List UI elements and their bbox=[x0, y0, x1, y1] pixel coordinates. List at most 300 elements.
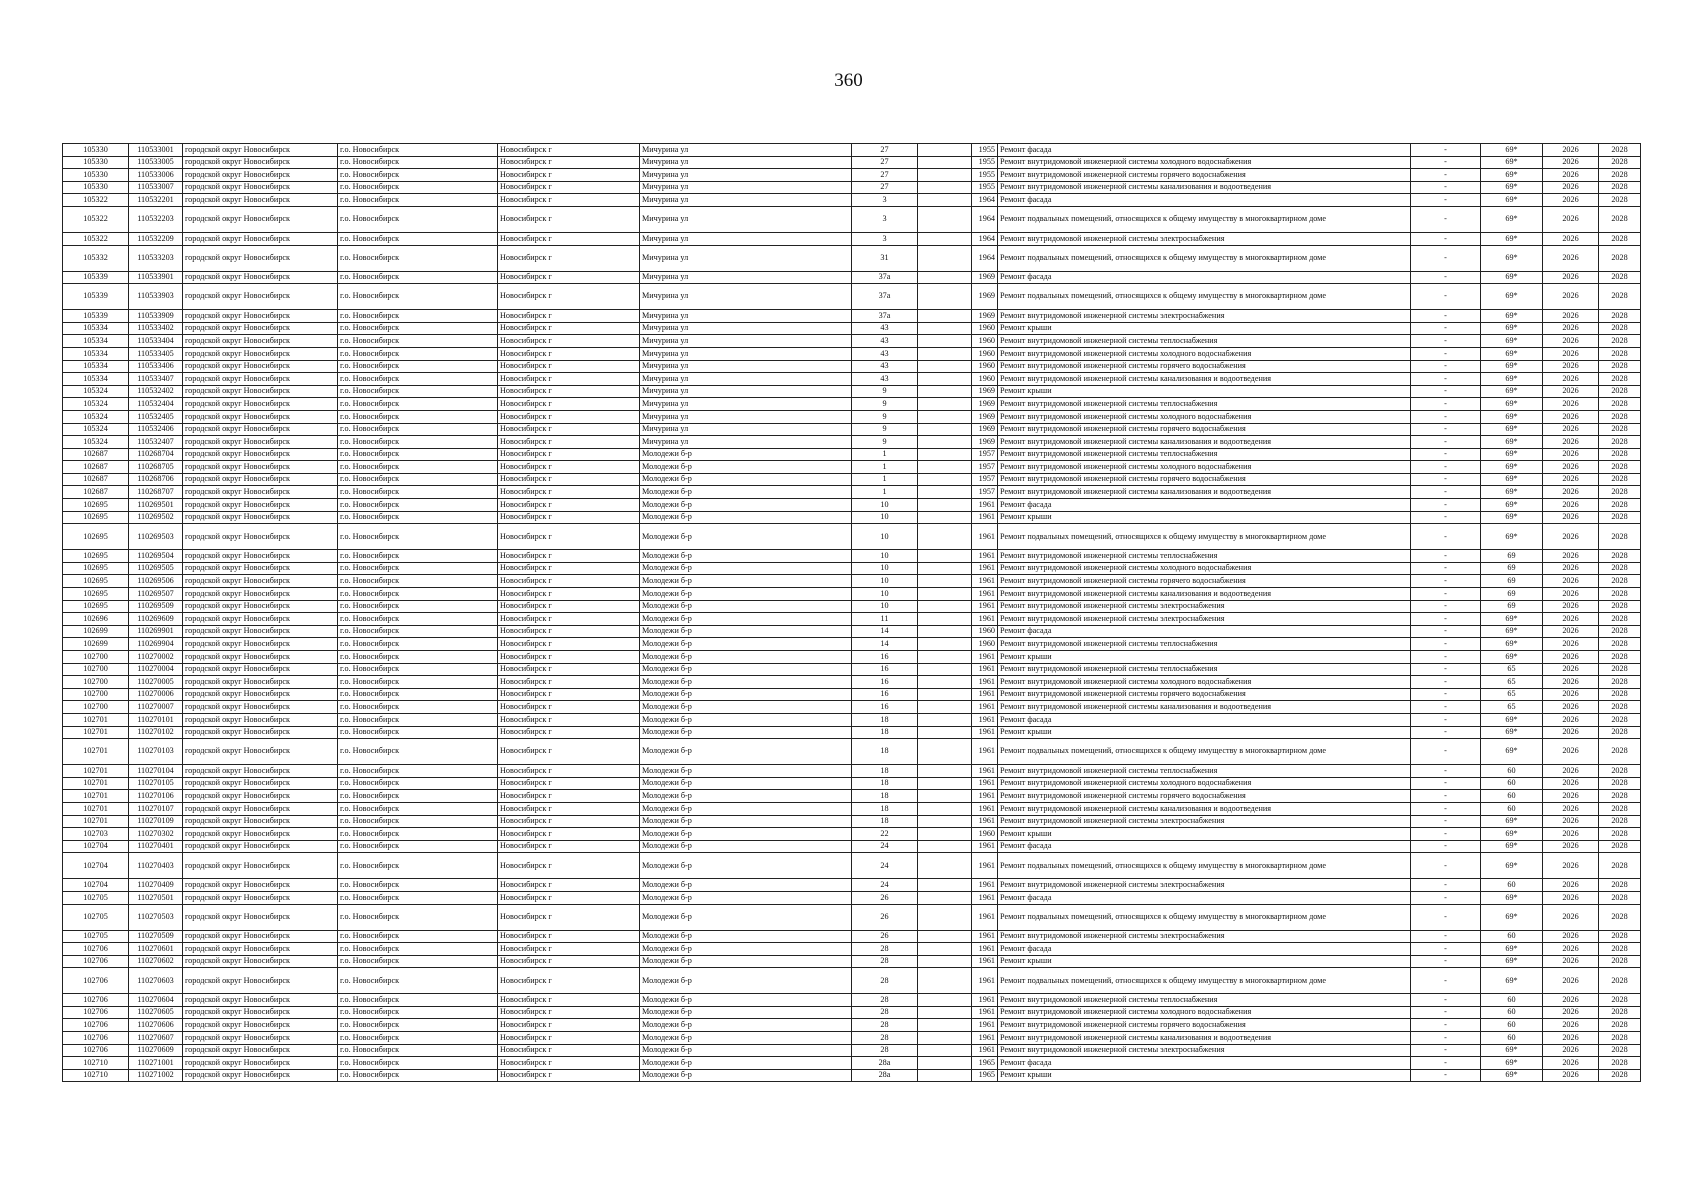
cell-work-type: Ремонт внутридомовой инженерной системы электроснабжения bbox=[998, 613, 1411, 626]
cell-dash: - bbox=[1411, 575, 1481, 588]
cell-street: Молодежи б-р bbox=[640, 550, 852, 563]
cell-work-type: Ремонт внутридомовой инженерной системы канализования и водоотведения bbox=[998, 802, 1411, 815]
cell-municipality: городской округ Новосибирск bbox=[183, 461, 338, 474]
cell-year-from: 2026 bbox=[1543, 448, 1599, 461]
cell-building bbox=[918, 206, 972, 232]
cell-house-id: 102701 bbox=[63, 739, 129, 765]
cell-building bbox=[918, 398, 972, 411]
cell-house-number: 37а bbox=[852, 284, 918, 310]
cell-house-number: 28 bbox=[852, 955, 918, 968]
cell-house-number: 28 bbox=[852, 943, 918, 956]
cell-settlement: г.о. Новосибирск bbox=[338, 994, 498, 1007]
cell-value: 69* bbox=[1481, 739, 1543, 765]
cell-house-number: 14 bbox=[852, 625, 918, 638]
cell-municipality: городской округ Новосибирск bbox=[183, 385, 338, 398]
cell-street: Мичурина ул bbox=[640, 385, 852, 398]
cell-building bbox=[918, 765, 972, 778]
cell-value: 69* bbox=[1481, 651, 1543, 664]
cell-year-from: 2026 bbox=[1543, 423, 1599, 436]
cell-municipality: городской округ Новосибирск bbox=[183, 994, 338, 1007]
cell-value: 69 bbox=[1481, 600, 1543, 613]
cell-building bbox=[918, 777, 972, 790]
cell-house-number: 16 bbox=[852, 688, 918, 701]
table-row bbox=[63, 815, 1641, 828]
cell-value: 69* bbox=[1481, 613, 1543, 626]
cell-house-number: 10 bbox=[852, 499, 918, 512]
cell-year: 1961 bbox=[972, 663, 998, 676]
cell-value: 69* bbox=[1481, 284, 1543, 310]
cell-settlement: г.о. Новосибирск bbox=[338, 840, 498, 853]
cell-city: Новосибирск г bbox=[498, 726, 640, 739]
cell-value: 69 bbox=[1481, 588, 1543, 601]
table-row bbox=[63, 790, 1641, 803]
cell-city: Новосибирск г bbox=[498, 638, 640, 651]
cell-element-id: 110270609 bbox=[129, 1044, 183, 1057]
cell-street: Молодежи б-р bbox=[640, 955, 852, 968]
cell-year-to: 2028 bbox=[1599, 206, 1641, 232]
cell-house-number: 16 bbox=[852, 676, 918, 689]
cell-year-from: 2026 bbox=[1543, 828, 1599, 841]
cell-work-type: Ремонт крыши bbox=[998, 385, 1411, 398]
cell-dash: - bbox=[1411, 1069, 1481, 1082]
cell-year-from: 2026 bbox=[1543, 904, 1599, 930]
cell-value: 69* bbox=[1481, 891, 1543, 904]
cell-city: Новосибирск г bbox=[498, 994, 640, 1007]
cell-municipality: городской округ Новосибирск bbox=[183, 284, 338, 310]
cell-year: 1969 bbox=[972, 398, 998, 411]
cell-year-to: 2028 bbox=[1599, 410, 1641, 423]
cell-building bbox=[918, 245, 972, 271]
cell-settlement: г.о. Новосибирск bbox=[338, 461, 498, 474]
cell-street: Мичурина ул bbox=[640, 398, 852, 411]
cell-value: 69* bbox=[1481, 524, 1543, 550]
cell-municipality: городской округ Новосибирск bbox=[183, 156, 338, 169]
cell-building bbox=[918, 1057, 972, 1070]
cell-value: 69* bbox=[1481, 410, 1543, 423]
table-body bbox=[63, 144, 1641, 1082]
cell-house-id: 102695 bbox=[63, 562, 129, 575]
cell-building bbox=[918, 600, 972, 613]
page-number: 360 bbox=[834, 70, 863, 91]
cell-work-type: Ремонт внутридомовой инженерной системы холодного водоснабжения bbox=[998, 562, 1411, 575]
cell-year-to: 2028 bbox=[1599, 373, 1641, 386]
cell-value: 69* bbox=[1481, 206, 1543, 232]
cell-work-type: Ремонт подвальных помещений, относящихся к общему имуществу в многоквартирном доме bbox=[998, 739, 1411, 765]
cell-value: 69 bbox=[1481, 550, 1543, 563]
cell-building bbox=[918, 676, 972, 689]
cell-municipality: городской округ Новосибирск bbox=[183, 713, 338, 726]
cell-settlement: г.о. Новосибирск bbox=[338, 676, 498, 689]
cell-settlement: г.о. Новосибирск bbox=[338, 310, 498, 323]
cell-year-from: 2026 bbox=[1543, 726, 1599, 739]
cell-dash: - bbox=[1411, 777, 1481, 790]
cell-house-id: 105322 bbox=[63, 232, 129, 245]
cell-year-to: 2028 bbox=[1599, 713, 1641, 726]
cell-city: Новосибирск г bbox=[498, 879, 640, 892]
cell-year-to: 2028 bbox=[1599, 1019, 1641, 1032]
cell-house-number: 24 bbox=[852, 879, 918, 892]
cell-year: 1957 bbox=[972, 461, 998, 474]
cell-work-type: Ремонт внутридомовой инженерной системы холодного водоснабжения bbox=[998, 461, 1411, 474]
cell-settlement: г.о. Новосибирск bbox=[338, 562, 498, 575]
cell-year-from: 2026 bbox=[1543, 410, 1599, 423]
cell-building bbox=[918, 144, 972, 157]
cell-house-number: 9 bbox=[852, 385, 918, 398]
cell-element-id: 110532405 bbox=[129, 410, 183, 423]
cell-street: Молодежи б-р bbox=[640, 840, 852, 853]
cell-city: Новосибирск г bbox=[498, 194, 640, 207]
cell-year-to: 2028 bbox=[1599, 550, 1641, 563]
cell-house-id: 102705 bbox=[63, 891, 129, 904]
cell-city: Новосибирск г bbox=[498, 271, 640, 284]
cell-house-id: 105334 bbox=[63, 335, 129, 348]
cell-house-id: 102687 bbox=[63, 461, 129, 474]
cell-dash: - bbox=[1411, 651, 1481, 664]
cell-element-id: 110533901 bbox=[129, 271, 183, 284]
cell-value: 69* bbox=[1481, 625, 1543, 638]
cell-value: 69 bbox=[1481, 575, 1543, 588]
cell-city: Новосибирск г bbox=[498, 169, 640, 182]
cell-house-number: 3 bbox=[852, 232, 918, 245]
cell-dash: - bbox=[1411, 726, 1481, 739]
cell-house-number: 9 bbox=[852, 398, 918, 411]
cell-city: Новосибирск г bbox=[498, 410, 640, 423]
cell-house-id: 102706 bbox=[63, 994, 129, 1007]
cell-street: Молодежи б-р bbox=[640, 676, 852, 689]
cell-element-id: 110533006 bbox=[129, 169, 183, 182]
cell-year: 1961 bbox=[972, 765, 998, 778]
cell-dash: - bbox=[1411, 891, 1481, 904]
cell-element-id: 110533203 bbox=[129, 245, 183, 271]
cell-municipality: городской округ Новосибирск bbox=[183, 448, 338, 461]
cell-house-number: 1 bbox=[852, 448, 918, 461]
cell-year-to: 2028 bbox=[1599, 575, 1641, 588]
cell-settlement: г.о. Новосибирск bbox=[338, 701, 498, 714]
cell-year-from: 2026 bbox=[1543, 613, 1599, 626]
cell-municipality: городской округ Новосибирск bbox=[183, 790, 338, 803]
cell-dash: - bbox=[1411, 600, 1481, 613]
cell-house-id: 102700 bbox=[63, 701, 129, 714]
cell-street: Молодежи б-р bbox=[640, 1057, 852, 1070]
cell-year-to: 2028 bbox=[1599, 169, 1641, 182]
cell-building bbox=[918, 651, 972, 664]
table-row bbox=[63, 739, 1641, 765]
cell-house-number: 10 bbox=[852, 511, 918, 524]
cell-dash: - bbox=[1411, 1019, 1481, 1032]
cell-street: Молодежи б-р bbox=[640, 765, 852, 778]
cell-city: Новосибирск г bbox=[498, 588, 640, 601]
cell-work-type: Ремонт внутридомовой инженерной системы канализования и водоотведения bbox=[998, 701, 1411, 714]
cell-house-id: 102710 bbox=[63, 1069, 129, 1082]
cell-city: Новосибирск г bbox=[498, 777, 640, 790]
cell-building bbox=[918, 524, 972, 550]
cell-street: Молодежи б-р bbox=[640, 651, 852, 664]
cell-dash: - bbox=[1411, 156, 1481, 169]
cell-city: Новосибирск г bbox=[498, 853, 640, 879]
table-row bbox=[63, 701, 1641, 714]
cell-city: Новосибирск г bbox=[498, 144, 640, 157]
cell-year: 1961 bbox=[972, 904, 998, 930]
cell-value: 69* bbox=[1481, 448, 1543, 461]
cell-city: Новосибирск г bbox=[498, 385, 640, 398]
cell-settlement: г.о. Новосибирск bbox=[338, 828, 498, 841]
cell-year-from: 2026 bbox=[1543, 206, 1599, 232]
cell-municipality: городской округ Новосибирск bbox=[183, 410, 338, 423]
cell-work-type: Ремонт фасада bbox=[998, 891, 1411, 904]
cell-settlement: г.о. Новосибирск bbox=[338, 385, 498, 398]
cell-element-id: 110269904 bbox=[129, 638, 183, 651]
cell-house-number: 43 bbox=[852, 373, 918, 386]
cell-street: Молодежи б-р bbox=[640, 461, 852, 474]
cell-year: 1961 bbox=[972, 651, 998, 664]
cell-house-number: 11 bbox=[852, 613, 918, 626]
table-row bbox=[63, 181, 1641, 194]
cell-work-type: Ремонт внутридомовой инженерной системы электроснабжения bbox=[998, 879, 1411, 892]
cell-city: Новосибирск г bbox=[498, 398, 640, 411]
cell-dash: - bbox=[1411, 550, 1481, 563]
cell-year-from: 2026 bbox=[1543, 790, 1599, 803]
cell-house-number: 1 bbox=[852, 486, 918, 499]
cell-value: 69* bbox=[1481, 955, 1543, 968]
table-row bbox=[63, 373, 1641, 386]
cell-year: 1960 bbox=[972, 360, 998, 373]
cell-house-number: 22 bbox=[852, 828, 918, 841]
cell-dash: - bbox=[1411, 461, 1481, 474]
cell-dash: - bbox=[1411, 310, 1481, 323]
cell-year: 1969 bbox=[972, 284, 998, 310]
cell-street: Молодежи б-р bbox=[640, 930, 852, 943]
cell-year: 1961 bbox=[972, 802, 998, 815]
cell-element-id: 110269503 bbox=[129, 524, 183, 550]
table-row bbox=[63, 625, 1641, 638]
cell-settlement: г.о. Новосибирск bbox=[338, 194, 498, 207]
cell-building bbox=[918, 815, 972, 828]
cell-street: Молодежи б-р bbox=[640, 777, 852, 790]
cell-municipality: городской округ Новосибирск bbox=[183, 891, 338, 904]
cell-municipality: городской округ Новосибирск bbox=[183, 144, 338, 157]
cell-building bbox=[918, 181, 972, 194]
cell-house-id: 105339 bbox=[63, 284, 129, 310]
cell-house-number: 9 bbox=[852, 436, 918, 449]
table-row bbox=[63, 1044, 1641, 1057]
cell-year: 1961 bbox=[972, 600, 998, 613]
cell-city: Новосибирск г bbox=[498, 347, 640, 360]
cell-element-id: 110270601 bbox=[129, 943, 183, 956]
cell-year: 1960 bbox=[972, 347, 998, 360]
cell-value: 60 bbox=[1481, 1032, 1543, 1045]
table-row bbox=[63, 486, 1641, 499]
cell-settlement: г.о. Новосибирск bbox=[338, 144, 498, 157]
cell-year-to: 2028 bbox=[1599, 181, 1641, 194]
cell-building bbox=[918, 448, 972, 461]
cell-dash: - bbox=[1411, 613, 1481, 626]
cell-work-type: Ремонт внутридомовой инженерной системы холодного водоснабжения bbox=[998, 777, 1411, 790]
cell-year-to: 2028 bbox=[1599, 232, 1641, 245]
cell-year: 1961 bbox=[972, 713, 998, 726]
cell-house-id: 102699 bbox=[63, 625, 129, 638]
cell-dash: - bbox=[1411, 284, 1481, 310]
cell-year-to: 2028 bbox=[1599, 385, 1641, 398]
cell-city: Новосибирск г bbox=[498, 206, 640, 232]
cell-street: Мичурина ул bbox=[640, 144, 852, 157]
cell-settlement: г.о. Новосибирск bbox=[338, 360, 498, 373]
cell-year-to: 2028 bbox=[1599, 1032, 1641, 1045]
cell-year: 1961 bbox=[972, 943, 998, 956]
cell-element-id: 110268705 bbox=[129, 461, 183, 474]
table-row bbox=[63, 765, 1641, 778]
table-row bbox=[63, 524, 1641, 550]
cell-city: Новосибирск г bbox=[498, 1006, 640, 1019]
cell-element-id: 110270007 bbox=[129, 701, 183, 714]
cell-settlement: г.о. Новосибирск bbox=[338, 968, 498, 994]
cell-element-id: 110270401 bbox=[129, 840, 183, 853]
cell-work-type: Ремонт внутридомовой инженерной системы горячего водоснабжения bbox=[998, 1019, 1411, 1032]
cell-building bbox=[918, 1006, 972, 1019]
cell-value: 65 bbox=[1481, 663, 1543, 676]
cell-year-from: 2026 bbox=[1543, 373, 1599, 386]
cell-house-id: 102701 bbox=[63, 802, 129, 815]
table-row bbox=[63, 271, 1641, 284]
cell-element-id: 110269609 bbox=[129, 613, 183, 626]
cell-house-number: 26 bbox=[852, 904, 918, 930]
cell-year-to: 2028 bbox=[1599, 613, 1641, 626]
cell-municipality: городской округ Новосибирск bbox=[183, 840, 338, 853]
cell-year-from: 2026 bbox=[1543, 1044, 1599, 1057]
cell-work-type: Ремонт внутридомовой инженерной системы холодного водоснабжения bbox=[998, 347, 1411, 360]
cell-city: Новосибирск г bbox=[498, 625, 640, 638]
table-row bbox=[63, 588, 1641, 601]
cell-year: 1961 bbox=[972, 955, 998, 968]
cell-year-to: 2028 bbox=[1599, 676, 1641, 689]
cell-element-id: 110268707 bbox=[129, 486, 183, 499]
table-row bbox=[63, 360, 1641, 373]
cell-element-id: 110270101 bbox=[129, 713, 183, 726]
cell-house-id: 105334 bbox=[63, 347, 129, 360]
cell-year-to: 2028 bbox=[1599, 1006, 1641, 1019]
cell-city: Новосибирск г bbox=[498, 499, 640, 512]
cell-street: Мичурина ул bbox=[640, 284, 852, 310]
cell-city: Новосибирск г bbox=[498, 840, 640, 853]
cell-settlement: г.о. Новосибирск bbox=[338, 726, 498, 739]
cell-city: Новосибирск г bbox=[498, 613, 640, 626]
cell-work-type: Ремонт внутридомовой инженерной системы теплоснабжения bbox=[998, 994, 1411, 1007]
cell-element-id: 110268704 bbox=[129, 448, 183, 461]
cell-house-id: 102700 bbox=[63, 676, 129, 689]
cell-house-id: 102695 bbox=[63, 511, 129, 524]
cell-building bbox=[918, 156, 972, 169]
cell-settlement: г.о. Новосибирск bbox=[338, 1057, 498, 1070]
cell-work-type: Ремонт внутридомовой инженерной системы горячего водоснабжения bbox=[998, 688, 1411, 701]
table-row bbox=[63, 1057, 1641, 1070]
cell-value: 60 bbox=[1481, 879, 1543, 892]
cell-value: 69* bbox=[1481, 385, 1543, 398]
cell-year-to: 2028 bbox=[1599, 930, 1641, 943]
cell-house-id: 102704 bbox=[63, 879, 129, 892]
cell-work-type: Ремонт внутридомовой инженерной системы электроснабжения bbox=[998, 232, 1411, 245]
cell-year-from: 2026 bbox=[1543, 1057, 1599, 1070]
cell-settlement: г.о. Новосибирск bbox=[338, 271, 498, 284]
cell-year: 1960 bbox=[972, 625, 998, 638]
cell-value: 69* bbox=[1481, 853, 1543, 879]
cell-settlement: г.о. Новосибирск bbox=[338, 423, 498, 436]
cell-city: Новосибирск г bbox=[498, 550, 640, 563]
cell-value: 69* bbox=[1481, 398, 1543, 411]
cell-element-id: 110270503 bbox=[129, 904, 183, 930]
cell-dash: - bbox=[1411, 676, 1481, 689]
cell-building bbox=[918, 713, 972, 726]
cell-element-id: 110269504 bbox=[129, 550, 183, 563]
cell-house-id: 102701 bbox=[63, 713, 129, 726]
cell-city: Новосибирск г bbox=[498, 739, 640, 765]
cell-building bbox=[918, 575, 972, 588]
cell-municipality: городской округ Новосибирск bbox=[183, 613, 338, 626]
cell-element-id: 110532209 bbox=[129, 232, 183, 245]
cell-year: 1961 bbox=[972, 726, 998, 739]
cell-street: Мичурина ул bbox=[640, 360, 852, 373]
cell-value: 65 bbox=[1481, 701, 1543, 714]
cell-house-number: 18 bbox=[852, 777, 918, 790]
cell-house-id: 102687 bbox=[63, 448, 129, 461]
cell-municipality: городской округ Новосибирск bbox=[183, 1019, 338, 1032]
cell-municipality: городской округ Новосибирск bbox=[183, 777, 338, 790]
cell-dash: - bbox=[1411, 206, 1481, 232]
cell-year: 1961 bbox=[972, 499, 998, 512]
table-row bbox=[63, 613, 1641, 626]
cell-settlement: г.о. Новосибирск bbox=[338, 879, 498, 892]
cell-element-id: 110269506 bbox=[129, 575, 183, 588]
cell-year-from: 2026 bbox=[1543, 169, 1599, 182]
cell-city: Новосибирск г bbox=[498, 815, 640, 828]
cell-building bbox=[918, 232, 972, 245]
cell-year: 1961 bbox=[972, 1006, 998, 1019]
cell-settlement: г.о. Новосибирск bbox=[338, 651, 498, 664]
cell-element-id: 110532203 bbox=[129, 206, 183, 232]
cell-value: 60 bbox=[1481, 765, 1543, 778]
cell-year: 1965 bbox=[972, 1057, 998, 1070]
cell-building bbox=[918, 194, 972, 207]
cell-house-id: 102700 bbox=[63, 651, 129, 664]
cell-city: Новосибирск г bbox=[498, 663, 640, 676]
cell-building bbox=[918, 1019, 972, 1032]
cell-work-type: Ремонт внутридомовой инженерной системы канализования и водоотведения bbox=[998, 486, 1411, 499]
cell-element-id: 110269501 bbox=[129, 499, 183, 512]
cell-building bbox=[918, 994, 972, 1007]
cell-house-number: 10 bbox=[852, 588, 918, 601]
cell-house-number: 28а bbox=[852, 1069, 918, 1082]
cell-street: Молодежи б-р bbox=[640, 638, 852, 651]
cell-house-number: 28а bbox=[852, 1057, 918, 1070]
cell-value: 69* bbox=[1481, 461, 1543, 474]
cell-municipality: городской округ Новосибирск bbox=[183, 968, 338, 994]
cell-year-from: 2026 bbox=[1543, 765, 1599, 778]
cell-house-id: 102701 bbox=[63, 765, 129, 778]
cell-house-number: 18 bbox=[852, 739, 918, 765]
cell-city: Новосибирск г bbox=[498, 181, 640, 194]
cell-year-to: 2028 bbox=[1599, 840, 1641, 853]
cell-house-id: 102706 bbox=[63, 1006, 129, 1019]
cell-house-id: 102703 bbox=[63, 828, 129, 841]
cell-year-to: 2028 bbox=[1599, 625, 1641, 638]
cell-house-id: 102705 bbox=[63, 930, 129, 943]
cell-value: 69 bbox=[1481, 562, 1543, 575]
cell-year-to: 2028 bbox=[1599, 904, 1641, 930]
cell-settlement: г.о. Новосибирск bbox=[338, 511, 498, 524]
cell-settlement: г.о. Новосибирск bbox=[338, 1006, 498, 1019]
cell-house-number: 10 bbox=[852, 575, 918, 588]
cell-year-to: 2028 bbox=[1599, 853, 1641, 879]
cell-year-from: 2026 bbox=[1543, 600, 1599, 613]
cell-municipality: городской округ Новосибирск bbox=[183, 373, 338, 386]
